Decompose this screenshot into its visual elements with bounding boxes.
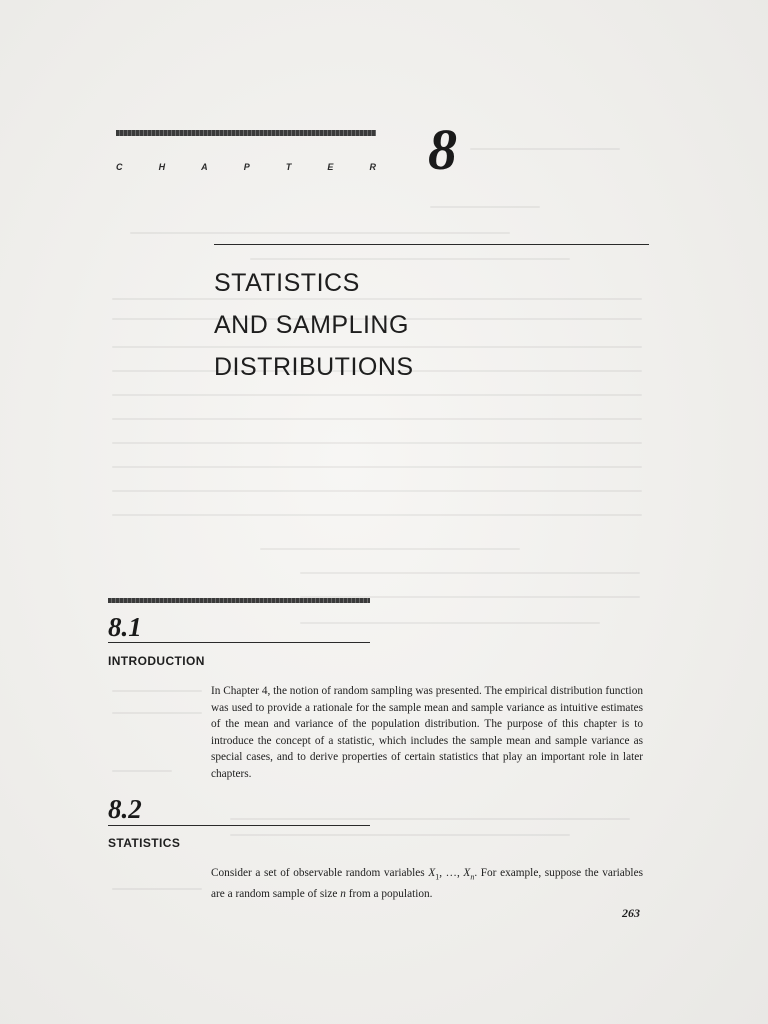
section-paragraph: In Chapter 4, the notion of random sampling was presented. The empirical distribution function was used to provide a rationale for the sample mean and sample variance as intuitive estimates of the mean and variance of the population distribution. The purpose of this chapter is to introduce the concept of a statistic, which includes the sample mean and sample variance as special cases, and to derive properties of certain statistics that play an important role in later chapters.	[211, 685, 643, 780]
page-number: 263	[622, 906, 640, 920]
chapter-title-line: AND SAMPLING	[214, 311, 409, 339]
section-rule	[108, 642, 370, 643]
paragraph-text: from a population.	[345, 887, 433, 900]
chapter-letter: T	[285, 162, 292, 172]
chapter-title-line: DISTRIBUTIONS	[214, 353, 414, 381]
math-subscript: n	[470, 872, 475, 882]
chapter-letter: A	[201, 162, 208, 172]
paragraph-text: Consider a set of observable random variables	[211, 867, 429, 879]
paragraph-text: , …,	[439, 867, 464, 879]
section-heading: INTRODUCTION	[108, 654, 205, 668]
section-rule	[108, 825, 370, 826]
math-variable: X	[463, 867, 471, 879]
math-subscript: 1	[435, 872, 440, 882]
title-rule	[214, 244, 649, 245]
chapter-letter: C	[116, 162, 123, 172]
paragraph-text: . For example, suppose the variables are a random sample of size	[211, 867, 643, 900]
chapter-letter: R	[369, 162, 376, 172]
chapter-title	[214, 262, 414, 388]
section-heading: STATISTICS	[108, 836, 181, 850]
chapter-decorative-bar	[116, 130, 376, 136]
section-number: 8.1	[108, 612, 142, 642]
math-variable: X	[428, 867, 436, 879]
chapter-title-line: STATISTICS	[214, 269, 360, 297]
section-paragraph	[211, 865, 643, 902]
chapter-label	[116, 162, 376, 172]
chapter-letter: P	[243, 162, 250, 172]
chapter-letter: E	[327, 162, 334, 172]
section-number: 8.2	[108, 794, 142, 824]
section-decorative-bar	[108, 598, 370, 603]
chapter-number: 8	[428, 117, 457, 182]
chapter-letter: H	[158, 162, 166, 172]
math-variable: n	[340, 887, 346, 900]
